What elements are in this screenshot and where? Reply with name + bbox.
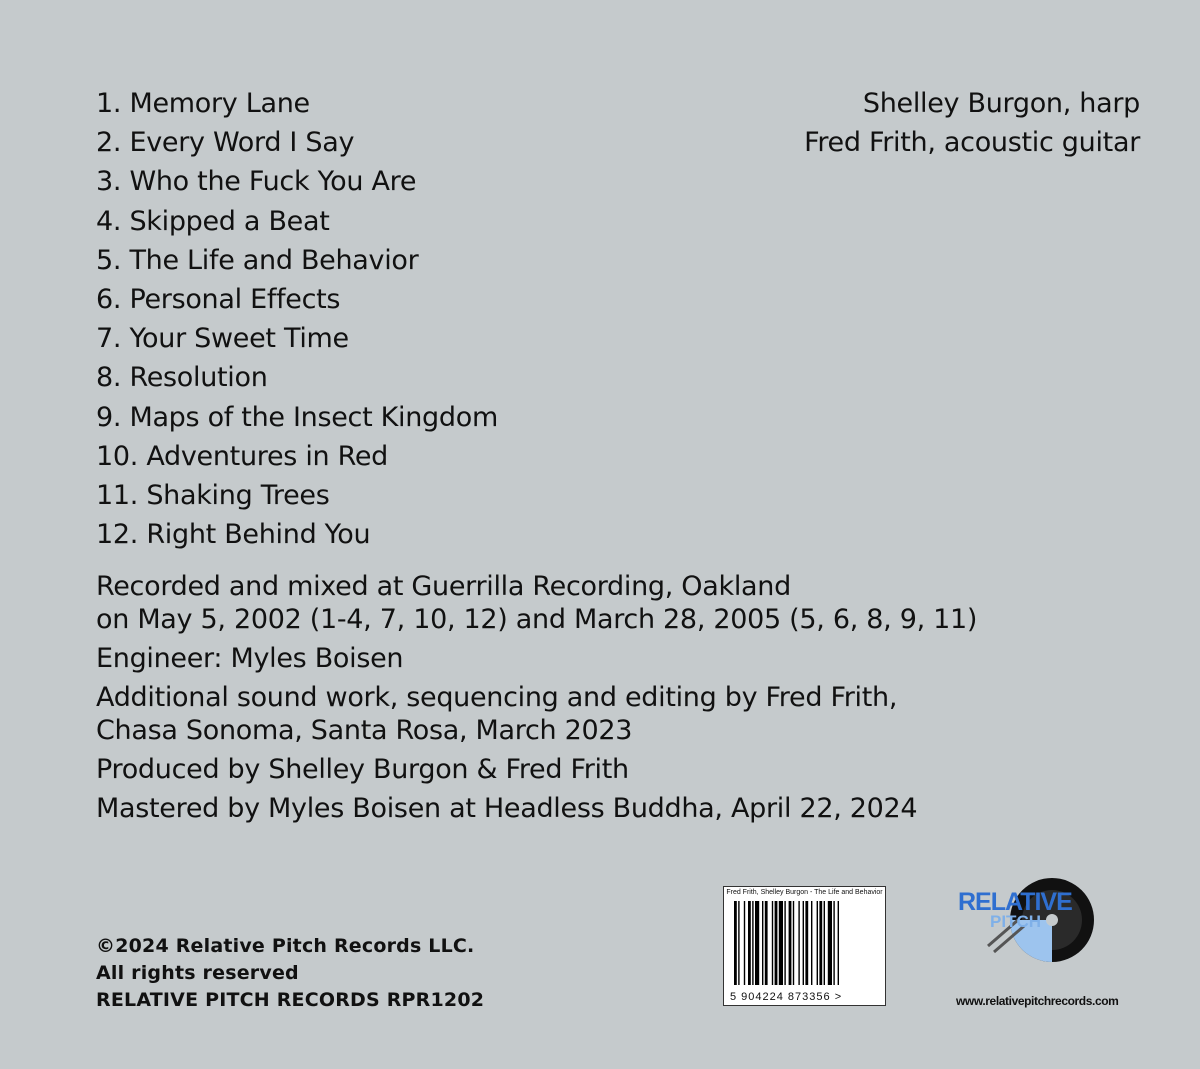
barcode-bar bbox=[755, 901, 759, 985]
barcode-bar bbox=[779, 901, 783, 985]
rights-line: All rights reserved bbox=[96, 962, 299, 984]
personnel-item: Shelley Burgon, harp bbox=[862, 88, 1140, 119]
barcode-bar bbox=[738, 901, 739, 985]
barcode-bar bbox=[772, 901, 773, 985]
barcode-bar bbox=[803, 901, 804, 985]
track-item: 7. Your Sweet Time bbox=[96, 323, 349, 355]
barcode-bar bbox=[819, 901, 822, 985]
barcode-bar bbox=[752, 901, 753, 985]
barcode-bar bbox=[811, 901, 812, 985]
personnel-list bbox=[804, 84, 1140, 162]
barcode-bar bbox=[784, 901, 785, 985]
personnel-item: Fred Frith, acoustic guitar bbox=[804, 127, 1140, 159]
barcode-bar bbox=[798, 901, 799, 985]
track-item: 12. Right Behind You bbox=[96, 519, 371, 551]
recorded-credit bbox=[96, 570, 977, 636]
barcode-bar bbox=[744, 901, 745, 985]
barcode-bar bbox=[828, 901, 832, 985]
barcode-bar bbox=[817, 901, 818, 985]
barcode-bar bbox=[833, 901, 834, 985]
track-list bbox=[96, 84, 498, 554]
barcode-caption: Fred Frith, Shelley Burgon - The Life and Behavior bbox=[726, 889, 883, 896]
barcode-bar bbox=[824, 901, 825, 985]
barcode-bars bbox=[734, 901, 874, 985]
recorded-line: Recorded and mixed at Guerrilla Recording, Oakland bbox=[96, 571, 791, 602]
legal-notice bbox=[96, 933, 484, 1014]
track-item: 11. Shaking Trees bbox=[96, 480, 330, 512]
engineer-credit: Engineer: Myles Boisen bbox=[96, 643, 404, 674]
additional-line: Chasa Sonoma, Santa Rosa, March 2023 bbox=[96, 715, 633, 746]
recorded-line: on May 5, 2002 (1-4, 7, 10, 12) and March 28, 2005 (5, 6, 8, 9, 11) bbox=[96, 604, 978, 635]
barcode-bar bbox=[805, 901, 808, 985]
track-item: 3. Who the Fuck You Are bbox=[96, 166, 417, 198]
track-item: 6. Personal Effects bbox=[96, 284, 341, 316]
barcode-bar bbox=[748, 901, 751, 985]
track-item: 2. Every Word I Say bbox=[96, 127, 355, 159]
barcode-bar bbox=[734, 901, 737, 985]
logo-subword: PITCH bbox=[990, 912, 1041, 931]
track-item: 8. Resolution bbox=[96, 362, 268, 394]
recording-credits bbox=[96, 570, 977, 831]
additional-credit bbox=[96, 681, 977, 747]
barcode-bar bbox=[762, 901, 763, 985]
barcode-bar bbox=[775, 901, 778, 985]
barcode-bar bbox=[765, 901, 768, 985]
catalog-line: RELATIVE PITCH RECORDS RPR1202 bbox=[96, 989, 485, 1011]
track-item: 4. Skipped a Beat bbox=[96, 205, 330, 237]
barcode-number: 5 904224 873356 > bbox=[730, 991, 843, 1003]
track-item: 10. Adventures in Red bbox=[96, 440, 389, 472]
track-item: 1. Memory Lane bbox=[96, 88, 310, 119]
track-item: 5. The Life and Behavior bbox=[96, 244, 419, 276]
barcode-bar bbox=[838, 901, 839, 985]
mastered-credit: Mastered by Myles Boisen at Headless Buddha, April 22, 2024 bbox=[96, 793, 918, 824]
copyright-line: ©2024 Relative Pitch Records LLC. bbox=[96, 935, 475, 957]
barcode-label bbox=[723, 886, 886, 1006]
produced-credit: Produced by Shelley Burgon & Fred Frith bbox=[96, 754, 629, 785]
barcode-bar bbox=[789, 901, 792, 985]
website-url[interactable]: www.relativepitchrecords.com bbox=[956, 994, 1119, 1008]
barcode-bar bbox=[793, 901, 794, 985]
additional-line: Additional sound work, sequencing and editing by Fred Frith, bbox=[96, 682, 898, 713]
logo-wordmark: RELATIVE bbox=[958, 888, 1072, 916]
record-label-logo bbox=[948, 876, 1108, 986]
track-item: 9. Maps of the Insect Kingdom bbox=[96, 401, 498, 433]
